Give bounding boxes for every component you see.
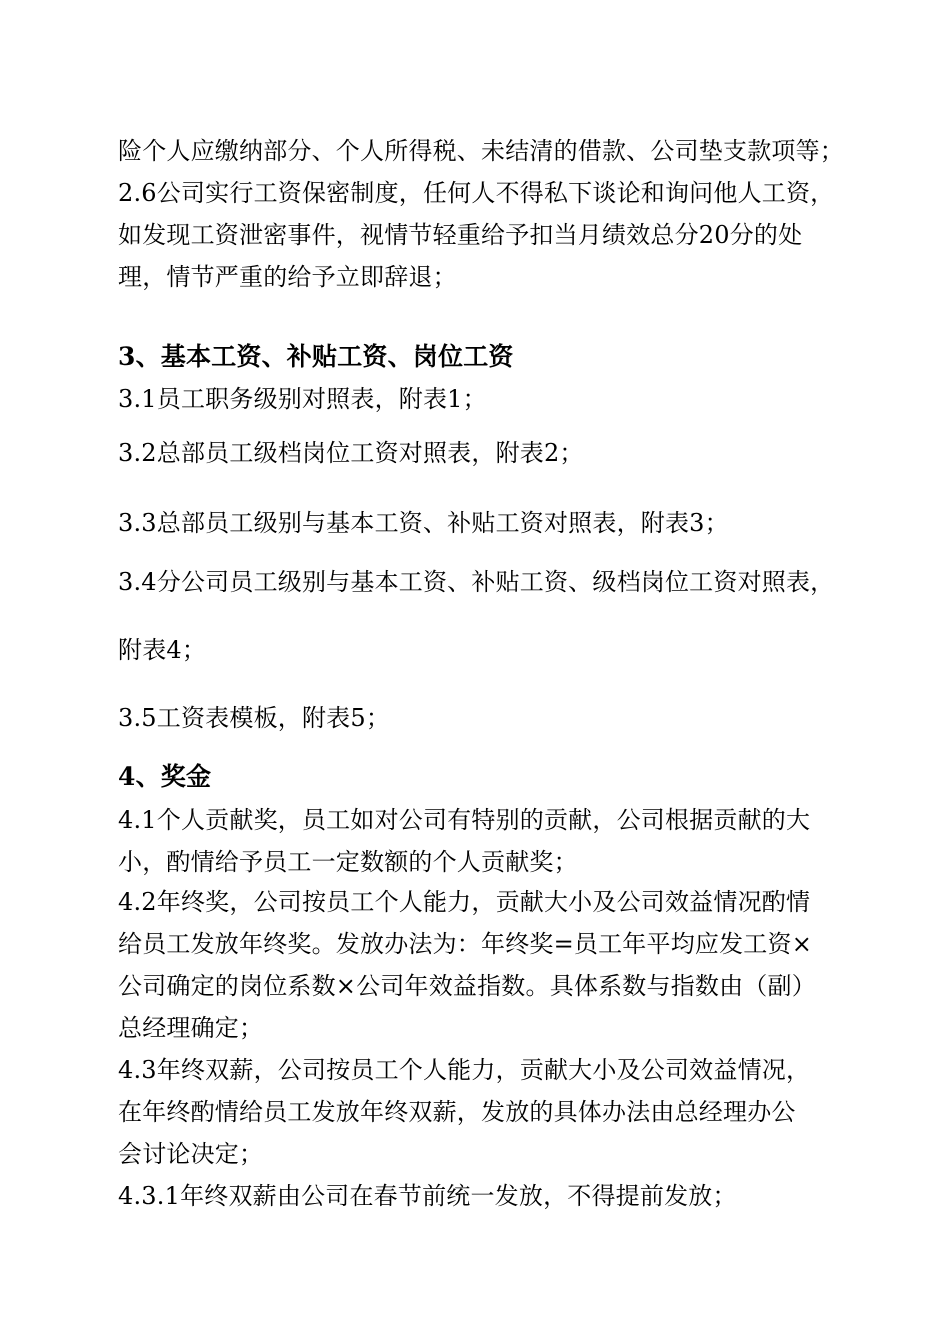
paragraph-line: 如发现工资泄密事件，视情节轻重给予扣当月绩效总分20分的处 [118, 221, 803, 249]
section-heading: 3、基本工资、补贴工资、岗位工资 [118, 342, 514, 371]
section-heading: 4、奖金 [118, 762, 212, 791]
paragraph-line: 3.3总部员工级别与基本工资、补贴工资对照表，附表3； [118, 509, 729, 537]
paragraph-line: 小，酌情给予员工一定数额的个人贡献奖； [118, 848, 578, 876]
paragraph-line: 3.2总部员工级档岗位工资对照表，附表2； [118, 439, 584, 467]
paragraph-line: 2.6公司实行工资保密制度，任何人不得私下谈论和询问他人工资， [118, 179, 835, 207]
paragraph-line: 理，情节严重的给予立即辞退； [118, 263, 457, 291]
paragraph-line: 3.1员工职务级别对照表，附表1； [118, 385, 487, 413]
paragraph-line: 公司确定的岗位系数×公司年效益指数。具体系数与指数由（副） [118, 972, 816, 1000]
paragraph-line: 4.1个人贡献奖，员工如对公司有特别的贡献，公司根据贡献的大 [118, 806, 811, 834]
paragraph-line: 给员工发放年终奖。发放办法为：年终奖=员工年平均应发工资× [118, 930, 813, 958]
paragraph-line: 总经理确定； [118, 1014, 264, 1042]
paragraph-line: 3.5工资表模板，附表5； [118, 704, 391, 732]
paragraph-line: 险个人应缴纳部分、个人所得税、未结清的借款、公司垫支款项等； [118, 137, 844, 165]
paragraph-line: 4.2年终奖，公司按员工个人能力，贡献大小及公司效益情况酌情 [118, 888, 811, 916]
paragraph-line: 4.3年终双薪，公司按员工个人能力，贡献大小及公司效益情况， [118, 1056, 811, 1084]
paragraph-line: 附表4； [118, 636, 207, 664]
paragraph-line: 在年终酌情给员工发放年终双薪，发放的具体办法由总经理办公 [118, 1098, 796, 1126]
paragraph-line: 3.4分公司员工级别与基本工资、补贴工资、级档岗位工资对照表， [118, 568, 835, 596]
paragraph-line: 4.3.1年终双薪由公司在春节前统一发放，不得提前发放； [118, 1182, 737, 1210]
paragraph-line: 会讨论决定； [118, 1140, 264, 1168]
